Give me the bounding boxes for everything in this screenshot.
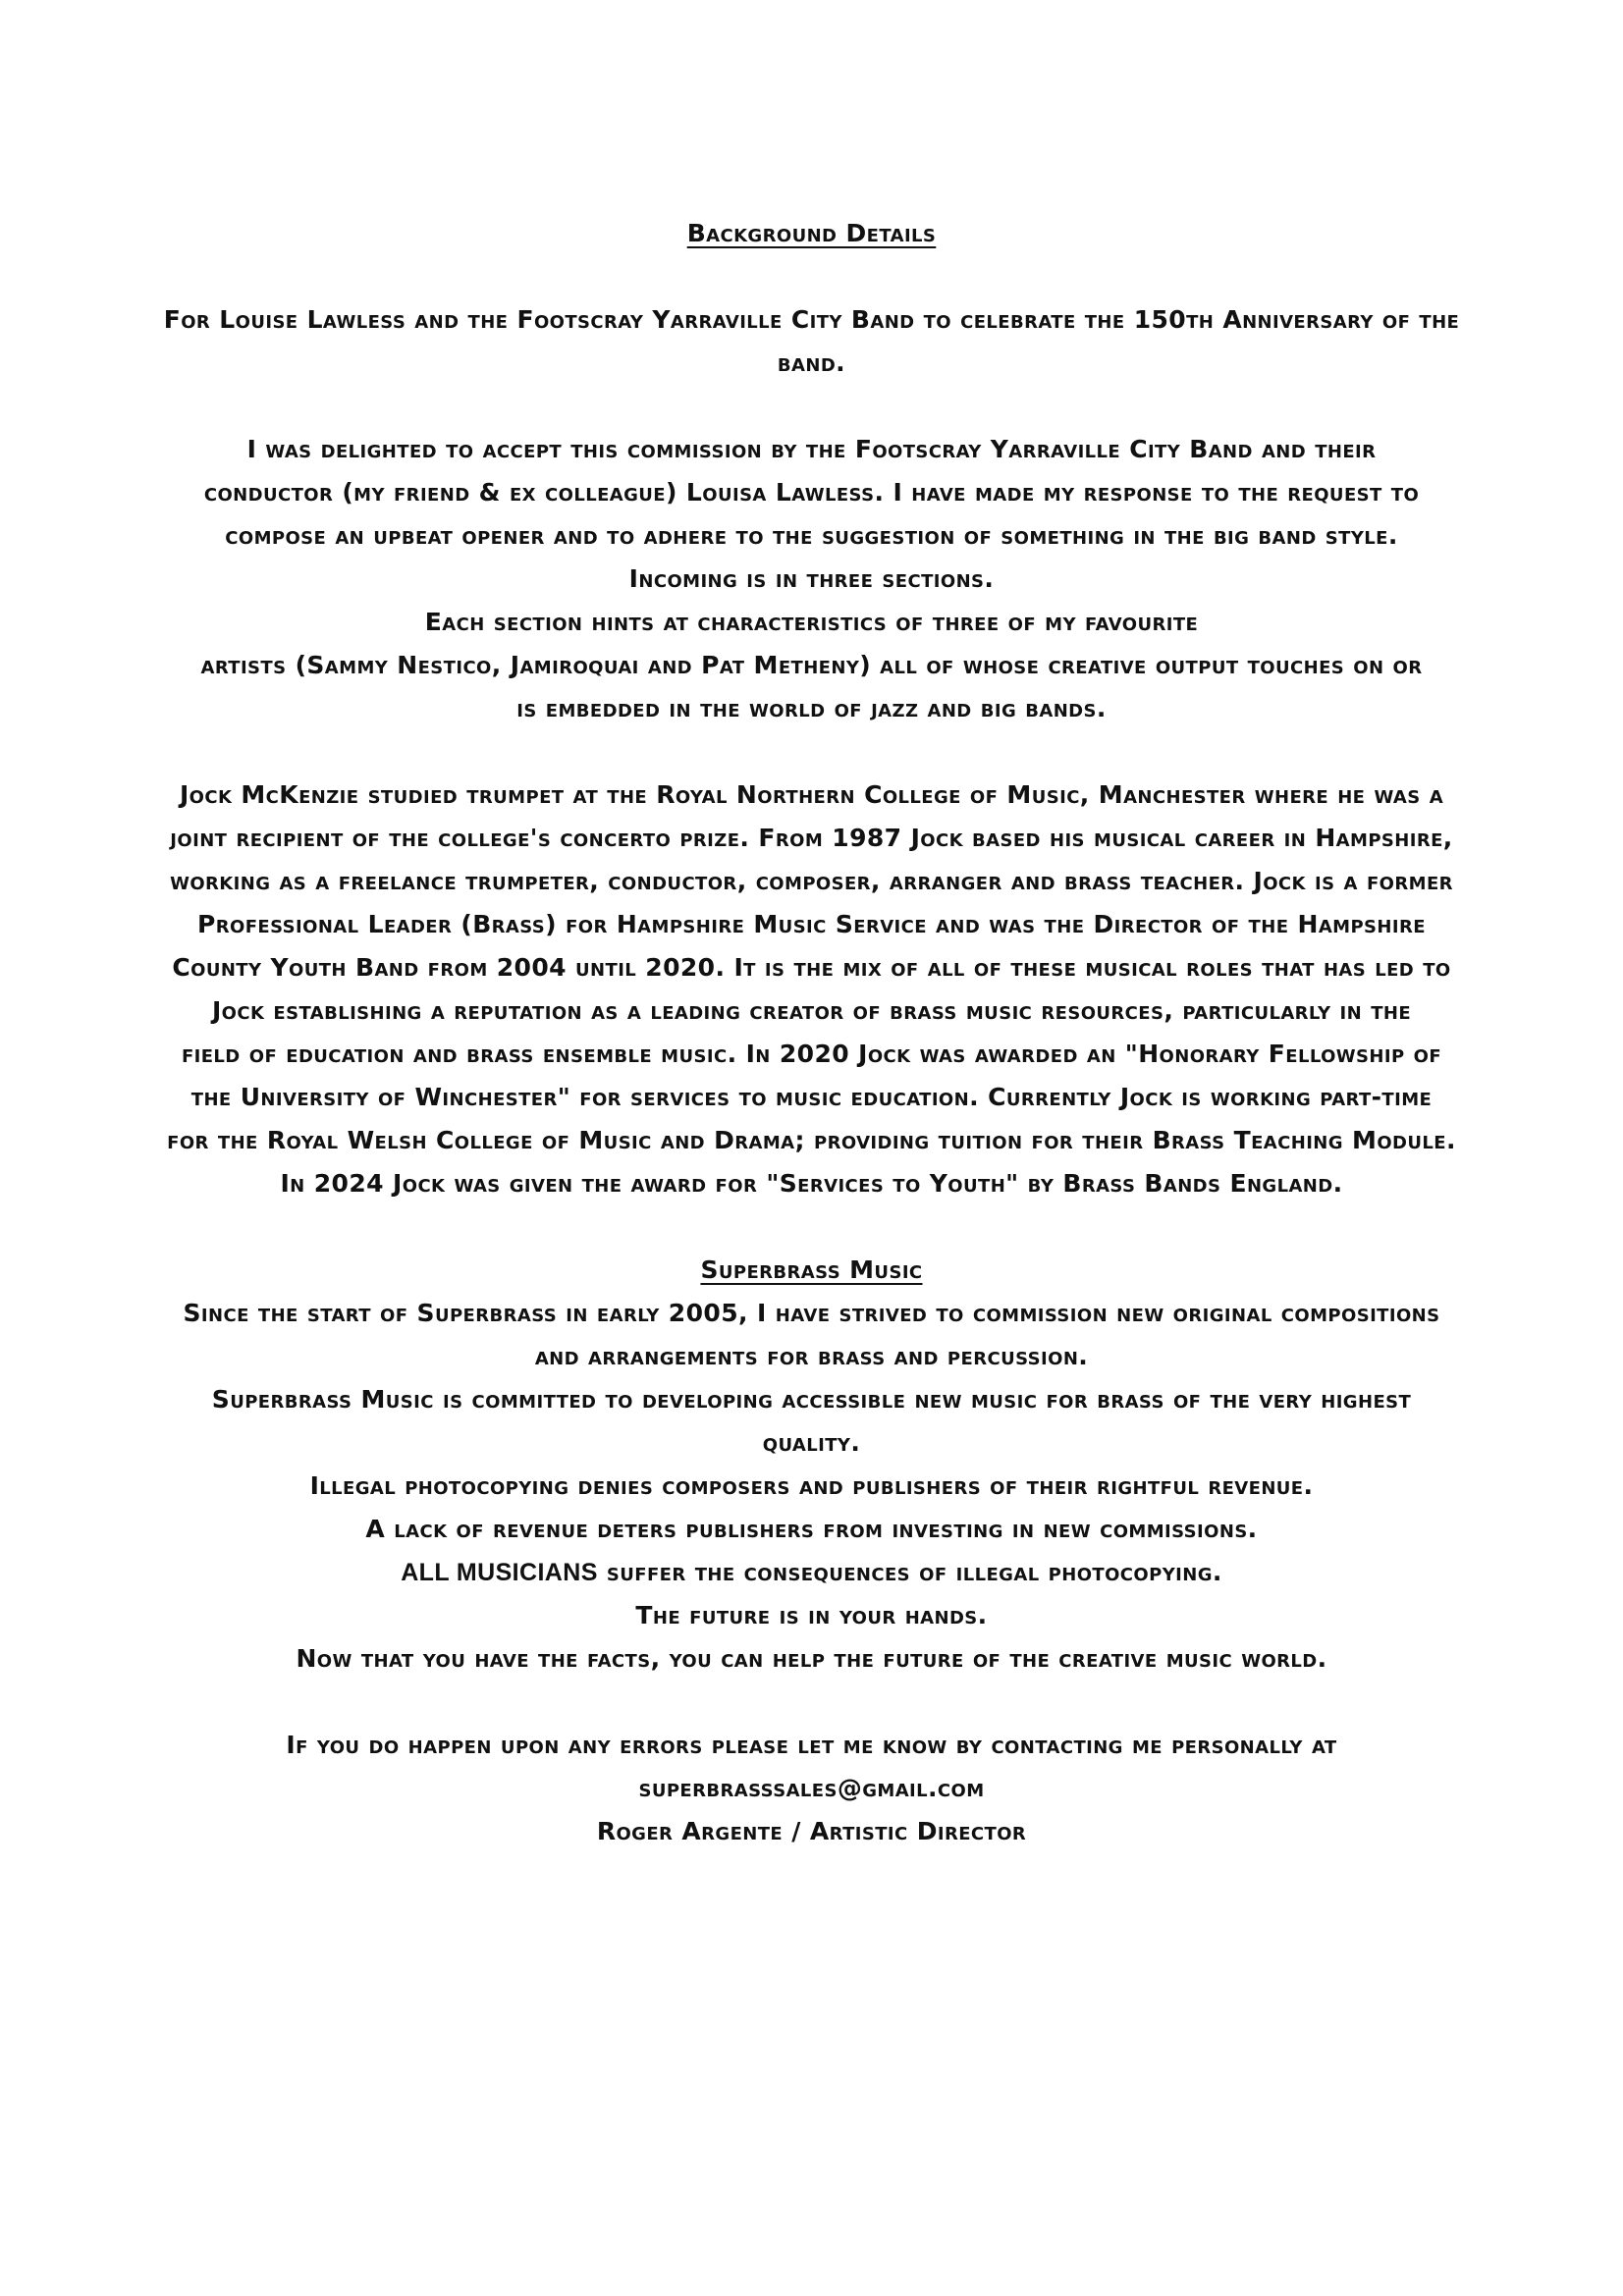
biography-line: the University of Winchester" for services to music education. Currently Jock is working part-time <box>190 1083 1433 1111</box>
program-note-line: Each section hints at characteristics of three of my favourite <box>424 608 1199 636</box>
program-note-line: conductor (my friend & ex colleague) Louisa Lawless. I have made my response to the request to <box>203 478 1420 507</box>
superbrass-heading: Superbrass Music <box>700 1255 923 1284</box>
superbrass-line: Now that you have the facts, you can help the future of the creative music world. <box>296 1644 1327 1673</box>
biography-line: County Youth Band from 2004 until 2020. It is the mix of all of these musical roles that has led to <box>172 953 1451 982</box>
spacer <box>147 385 1476 428</box>
program-note-line: compose an upbeat opener and to adhere to the suggestion of something in the big band style. <box>225 521 1398 550</box>
signature: Roger Argente / Artistic Director <box>596 1817 1027 1845</box>
biography-line: Professional Leader (Brass) for Hampshire Music Service and was the Director of the Hampshire <box>197 910 1426 938</box>
superbrass-line: Illegal photocopying denies composers and publishers of their rightful revenue. <box>309 1471 1314 1500</box>
biography-line: joint recipient of the college's concerto prize. From 1987 Jock based his musical career in Hampshire, <box>170 824 1453 852</box>
biography-line: field of education and brass ensemble music. In 2020 Jock was awarded an "Honorary Fellowship of <box>181 1040 1442 1068</box>
dedication-line: For Louise Lawless and the Footscray Yarraville City Band to celebrate the 150th Anniversary of the <box>163 305 1460 334</box>
spacer <box>147 1681 1476 1724</box>
dedication-line: band. <box>777 348 846 377</box>
page-content <box>147 212 1476 1853</box>
superbrass-line: Since the start of Superbrass in early 2005, I have strived to commission new original compositions <box>183 1299 1440 1327</box>
biography-line: Jock McKenzie studied trumpet at the Royal Northern College of Music, Manchester where he was a <box>179 780 1444 809</box>
background-heading: Background Details <box>686 219 937 247</box>
contact-email: superbrasssales@gmail.com <box>638 1774 985 1802</box>
biography-line: working as a freelance trumpeter, conductor, composer, arranger and brass teacher. Jock is a former <box>170 867 1453 895</box>
superbrass-line: Superbrass Music is committed to developing accessible new music for brass of the very highest <box>211 1385 1412 1414</box>
musicians-warning-text: suffer the consequences of illegal photocopying. <box>606 1558 1222 1586</box>
biography-line: Jock establishing a reputation as a leading creator of brass music resources, particularly in the <box>211 996 1412 1025</box>
superbrass-line: quality. <box>762 1428 861 1457</box>
superbrass-line: and arrangements for brass and percussion. <box>534 1342 1089 1370</box>
program-note-line: is embedded in the world of jazz and big bands. <box>516 694 1107 722</box>
program-note-line: artists (Sammy Nestico, Jamiroquai and Pat Metheny) all of whose creative output touches on or <box>200 651 1423 679</box>
program-note-line: Incoming is in three sections. <box>628 564 995 593</box>
spacer <box>147 730 1476 774</box>
spacer <box>147 255 1476 298</box>
biography-line: In 2024 Jock was given the award for "Services to Youth" by Brass Bands England. <box>280 1169 1343 1198</box>
musicians-warning-line <box>147 1551 1476 1594</box>
spacer <box>147 1205 1476 1249</box>
biography-line: for the Royal Welsh College of Music and Drama; providing tuition for their Brass Teaching Module. <box>167 1126 1456 1154</box>
program-note-line: I was delighted to accept this commission by the Footscray Yarraville City Band and their <box>246 435 1377 463</box>
all-musicians-emphasis: ALL MUSICIANS <box>401 1559 598 1586</box>
superbrass-line: A lack of revenue deters publishers from investing in new commissions. <box>365 1515 1258 1543</box>
contact-line: If you do happen upon any errors please let me know by contacting me personally at <box>286 1731 1337 1759</box>
superbrass-line: The future is in your hands. <box>635 1601 988 1629</box>
